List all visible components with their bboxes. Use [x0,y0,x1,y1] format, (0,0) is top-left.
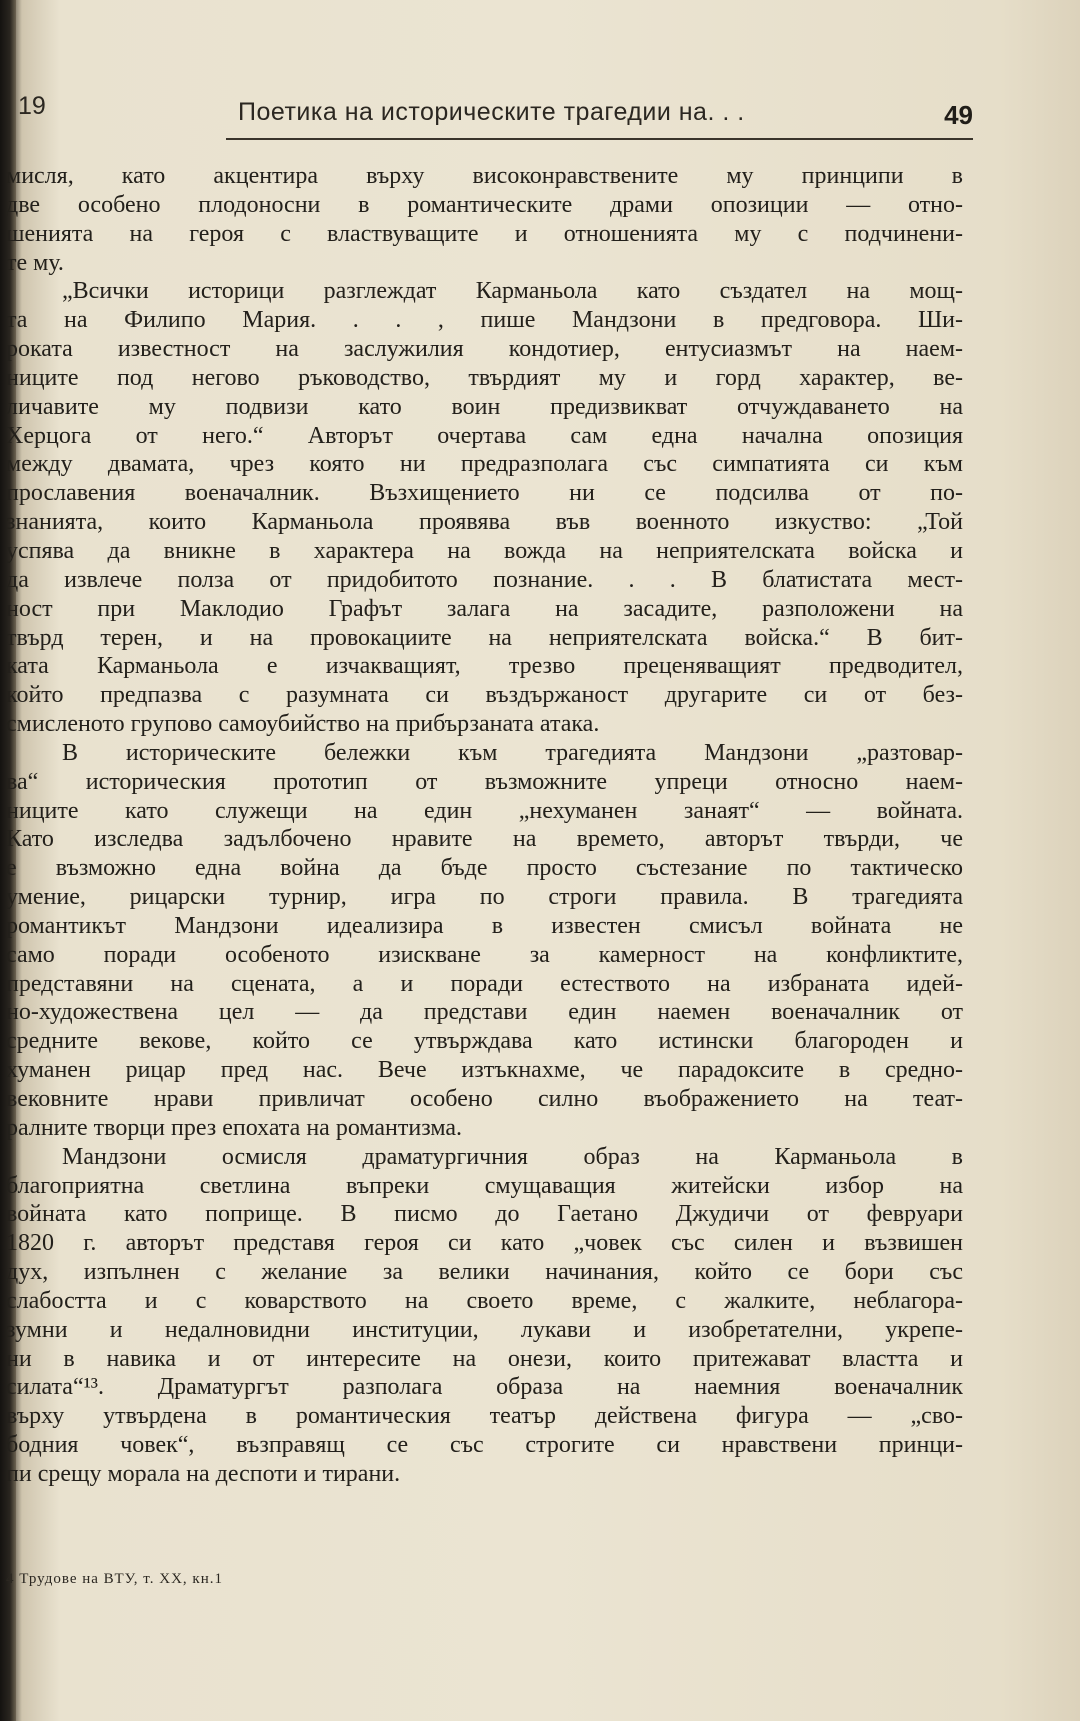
text-line: силата“¹³. Драматургът разполага образа на наемния военачалник [6,1374,963,1401]
text-line: ралните творци през епохата на романтизма. [6,1114,463,1141]
text-line: върху утвърдена в романтическия театър действена фигура — „сво- [6,1403,963,1430]
text-line: войната като поприще. В писмо до Гаетано Джудичи от февруари [6,1201,963,1228]
text-line: 1820 г. авторът представя героя си като „човек със силен и възвишен [6,1230,963,1257]
text-line: та на Филипо Мария. . . , пише Мандзони в предговора. Ши- [6,307,963,334]
text-line: който предпазва с разумната си въздържаност другарите си от без- [6,682,963,709]
text-line: ниците като служещи на един „нехуманен занаят“ — войната. [6,797,963,824]
text-line: благоприятна светлина въпреки смущаващия житейски избор на [6,1172,963,1199]
text-line: е възможно една война да бъде просто състезание по тактическо [6,855,963,882]
text-line: ва“ историческия прототип от възможните упреци относно наем- [6,768,963,795]
text-line: слабостта и с коварството на своето време, с жалките, неблагора- [6,1287,963,1314]
text-line: прославения военачалник. Възхищението ни се подсилва от по- [6,480,963,507]
text-line: средните векове, който се утвърждава като истински благороден и [6,1028,963,1055]
text-line: две особено плодоносни в романтическите драми опозиции — отно- [6,191,963,218]
text-line: бодния човек“, възправящ се със строгите си нравствени принци- [6,1432,963,1459]
running-header [18,92,973,142]
text-line: смисленото групово самоубийство на прибързаната атака. [6,711,600,738]
text-line: между двамата, чрез която ни предразполага със симпатията си към [6,451,963,478]
text-line: твърд терен, и на провокациите на неприятелската войска.“ В бит- [6,624,963,651]
text-line: ката Карманьола е изчакващият, трезво преценяващият предводител, [6,653,963,680]
text-line: „Всички историци разглеждат Карманьола като създател на мощ- [62,278,963,305]
text-line: но-художествена цел — да представи един наемен военачалник от [6,999,963,1026]
text-line: роката известност на заслужилия кондотиер, ентусиазмът на наем- [6,336,963,363]
text-line: Като изследва задълбочено нравите на времето, авторът твърди, че [6,826,963,853]
text-line: само поради особеното изискване за камерност на конфликтите, [6,941,963,968]
text-line: мисля, като акцентира върху високонравствените му принципи в [6,163,963,189]
header-rule [226,138,973,140]
body-text [6,162,963,1489]
text-line: личавите му подвизи като воин предизвикват отчуждаването на [6,393,963,420]
text-line: В историческите бележки към трагедията Мандзони „разтовар- [62,739,963,766]
text-line: романтикът Мандзони идеализира в известен смисъл войната не [6,912,963,939]
text-line: успява да вникне в характера на вожда на неприятелската войска и [6,537,963,564]
text-line: те му. [6,249,64,276]
header-left-number: 19 [18,92,46,120]
footer-signature: 4 Трудове на ВТУ, т. XX, кн.1 [6,1571,223,1587]
text-line: дух, изпълнен с желание за велики начинания, който се бори със [6,1259,963,1286]
text-line: знанията, които Карманьола проявява във военното изкуство: „Той [6,509,963,536]
text-line: ниците под негово ръководство, твърдият му и горд характер, ве- [6,364,963,391]
text-line: пи срещу морала на деспоти и тирани. [6,1460,401,1487]
text-line: Херцога от него.“ Авторът очертава сам една начална опозиция [6,422,963,449]
text-line: вековните нрави привличат особено силно въображението на теат- [6,1086,963,1112]
text-line: представяни на сцената, а и поради естеството на избраната идей- [6,970,963,997]
text-line: умение, рицарски турнир, игра по строги правила. В трагедията [6,884,963,911]
text-line: шенията на героя с властвуващите и отношенията му с подчинени- [6,220,963,247]
running-title: Поетика на историческите трагедии на. . . [238,98,745,126]
text-line: Мандзони осмисля драматургичния образ на Карманьола в [62,1143,963,1170]
page-number: 49 [944,100,973,130]
text-line: да извлече полза от придобитото познание. . . В блатистата мест- [6,566,963,593]
text-line: хуманен рицар пред нас. Вече изтъкнахме, че парадоксите в средно- [6,1057,963,1084]
text-line: ни в навика и от интересите на онези, които притежават властта и [6,1345,963,1372]
text-line: зумни и недалновидни институции, лукави и изобретателни, укрепе- [6,1316,963,1343]
text-line: ност при Маклодио Графът залага на засадите, разположени на [6,595,963,622]
